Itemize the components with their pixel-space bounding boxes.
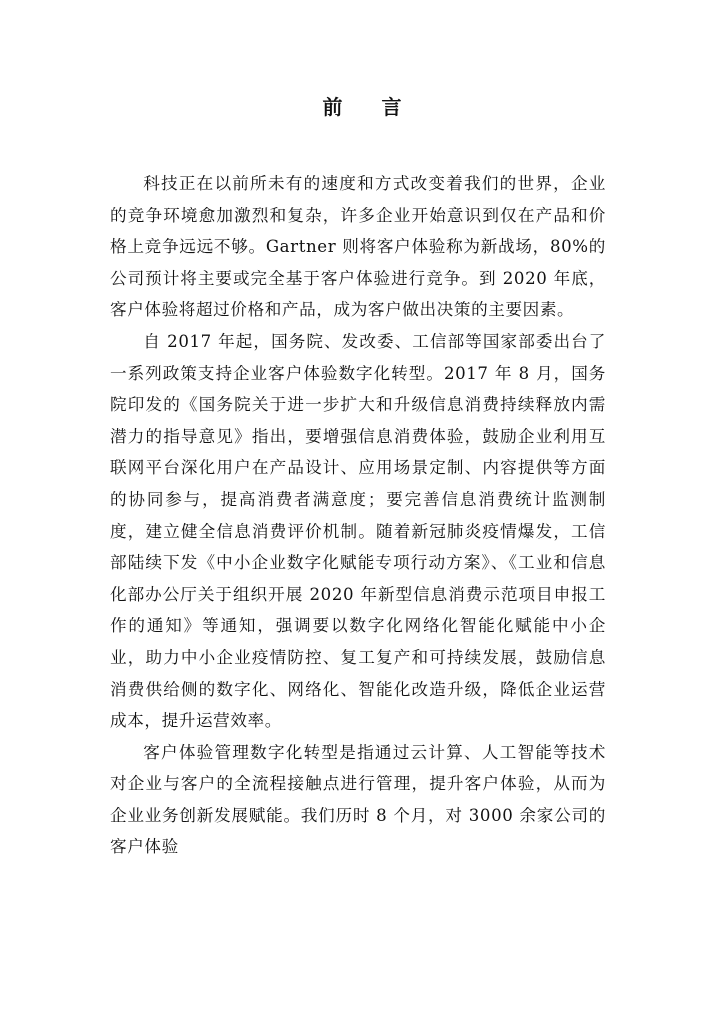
page-title: 前 言 [322, 95, 418, 119]
paragraph-1: 科技正在以前所未有的速度和方式改变着我们的世界，企业的竞争环境愈加激烈和复杂，许多企业开始意识到仅在产品和价格上竞争远远不够。Gartner 则将客户体验称为新战场，80%的公司预计将主要或完全基于客户体验进行竞争。到 2020 年底，客户体验将超过价格和产品，成为客户做出决策的主要因素。 [110, 174, 606, 320]
paragraph-2: 自 2017 年起，国务院、发改委、工信部等国家部委出台了一系列政策支持企业客户体验数字化转型。2017 年 8 月，国务院印发的《国务院关于进一步扩大和升级信息消费持续释放内需潜力的指导意见》指出，要增强信息消费体验，鼓励企业利用互联网平台深化用户在产品设计、应用场景定制、内容提供等方面的协同参与，提高消费者满意度；要完善信息消费统计监测制度，建立健全信息消费评价机制。随着新冠肺炎疫情爆发，工信部陆续下发《中小企业数字化赋能专项行动方案》、《工业和信息化部办公厅关于组织开展 2020 年新型信息消费示范项目申报工作的通知》等通知，强调要以数字化网络化智能化赋能中小企业，助力中小企业疫情防控、复工复产和可持续发展，鼓励信息消费供给侧的数字化、网络化、智能化改造升级，降低企业运营成本，提升运营效率。 [110, 331, 606, 731]
body-text [110, 168, 606, 863]
paragraph-3: 客户体验管理数字化转型是指通过云计算、人工智能等技术对企业与客户的全流程接触点进行管理，提升客户体验，从而为企业业务创新发展赋能。我们历时 8 个月，对 3000 余家公司的客户体验 [110, 742, 606, 857]
